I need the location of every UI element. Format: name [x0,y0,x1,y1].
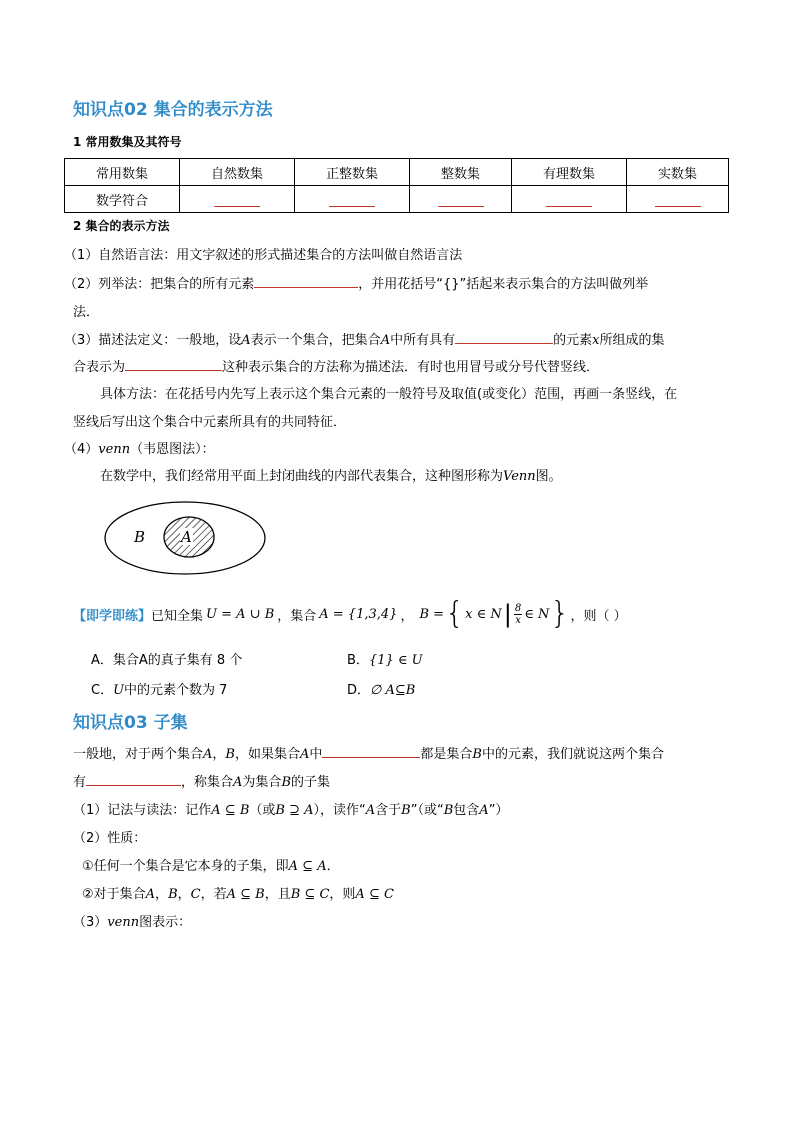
answer-blank [214,193,260,207]
text-span: 中 [309,747,323,762]
fraction [514,603,522,626]
option-label: C． [91,683,114,698]
subheading-representation: 2 集合的表示方法 [73,219,170,233]
text-span: 表示一个集合，把集合 [250,333,381,348]
math-expression: A ⊆ B [211,803,250,818]
answer-blank [655,193,701,207]
answer-blank [438,193,484,207]
text-span: B [401,803,411,818]
answer-blank-cell [410,186,512,213]
text-span: 所组成的集 [599,333,665,348]
text-span: ②对于集合 [82,887,146,902]
table-header-cell: 自然数集 [180,159,295,186]
text-span: A [479,803,489,818]
text-span: ， [177,887,191,902]
text-span: B [281,775,291,790]
text-span: 都是集合 [420,747,473,762]
math-expression: ∅ A⊆B [370,683,416,698]
text-span: （3） [73,915,108,930]
text-span: 为集合 [242,775,282,790]
fraction-denominator: x [515,614,521,626]
text-span: ，集合 [277,608,317,624]
paragraph-method: 具体方法：在花括号内先写上表示这个集合元素的一般符号及取值(或变化）范围，再画一条竖线，在 [100,387,678,402]
option-label: B． [347,653,369,668]
text-span: 有 [73,775,87,790]
text-span: 在数学中，我们经常用平面上封闭曲线的内部代表集合，这种图形称为 [100,469,504,484]
answer-blank [455,330,553,344]
paragraph-venn-title [64,438,215,457]
text-span: ． [326,859,340,874]
paragraph-venn-representation [73,911,191,930]
text-span: A [233,775,243,790]
text-span: 这种表示集合的方法称为描述法．有时也用冒号或分号代替竖线． [222,360,600,375]
text-span: 的子集 [291,775,331,790]
math-expression: A ⊆ A [288,859,327,874]
text-span: （3）描述法定义：一般地，设 [64,333,242,348]
text-span: 的元素 [553,333,593,348]
table-row-label: 数学符合 [65,186,180,213]
exercise-tag: 【即学即练】 [73,608,152,624]
number-sets-table [64,158,729,213]
text-span: B [225,747,235,762]
table-header-cell: 常用数集 [65,159,180,186]
text-span: 含于 [375,803,402,818]
answer-blank [322,744,420,758]
venn-outer-label: B [134,528,146,546]
text-span: （4） [64,442,99,457]
math-expression: U [113,683,125,698]
property-2 [82,883,394,902]
subheading-number-sets: 1 常用数集及其符号 [73,135,182,149]
text-span: 图。 [535,469,562,484]
text-span: B [472,747,482,762]
math-expression: A ⊆ C [355,887,394,902]
text-span: （韦恩图法）： [130,442,215,457]
option-d [347,679,415,698]
fraction-numerator: 8 [514,602,522,614]
text-span: （2）列举法：把集合的所有元素 [64,277,255,292]
answer-blank-cell [180,186,295,213]
paragraph-description-cont [73,356,599,375]
paragraph-method-cont: 竖线后写出这个集合中元素所具有的共同特征． [73,415,347,430]
answer-blank [86,772,181,786]
text-span: ，则 [329,887,356,902]
answer-blank [125,357,222,371]
answer-blank-cell [512,186,627,213]
text-span: Venn [503,469,536,484]
table-header-cell: 整数集 [410,159,512,186]
text-span: ，如果集合 [234,747,300,762]
text-span: ， [400,608,414,624]
paragraph-subset-def-cont [73,771,330,790]
text-span: A [145,887,156,902]
text-span: 中的元素个数为 7 [124,683,228,698]
paragraph-properties: （2）性质： [73,831,147,846]
math-expression: B = [419,606,445,622]
text-span: 图表示： [139,915,192,930]
math-expression: A = {1,3,4} [319,606,398,622]
text-span: 一般地，对于两个集合 [73,747,204,762]
text-span: （1）记法与读法：记作 [73,803,212,818]
section-heading-03: 知识点03 子集 [73,713,188,733]
text-span: venn [107,915,140,930]
text-span: ， [212,747,226,762]
section-heading-02: 知识点02 集合的表示方法 [73,100,273,120]
table-row [65,159,729,186]
paragraph-notation [73,799,508,818]
text-span: 中所有具有 [390,333,456,348]
table-row [65,186,729,213]
text-span: C [190,887,201,902]
answer-blank [254,274,358,288]
venn-diagram [100,500,270,580]
text-span: B [443,803,454,818]
table-header-cell: 有理数集 [512,159,627,186]
text-span: ”） [488,803,509,818]
table-header-cell: 正整数集 [295,159,410,186]
text-span: ”（或“ [410,803,444,818]
math-expression: ∈ N [524,606,550,622]
math-expression: B ⊆ C [290,887,330,902]
answer-blank-cell [295,186,410,213]
table-header-cell: 实数集 [627,159,729,186]
math-expression: U = A ∪ B [206,606,275,622]
exercise-question: 【即学即练】 已知全集 U = A ∪ B ，集合 A = {1,3,4} ， B = { x ∈ N | $\frac{8}{x}$ ∈ N } ，则（ ） [73,596,627,631]
math-expression: x ∈ N [465,606,502,622]
text-span: ，称集合 [181,775,234,790]
option-b [347,649,423,668]
paragraph-venn-desc [100,465,562,484]
text-span: B [168,887,178,902]
text-span: A [300,747,310,762]
answer-blank [329,193,375,207]
paragraph-subset-def [73,743,664,762]
option-c [91,679,227,698]
text-span: 包含 [453,803,480,818]
text-span: 合表示为 [73,360,126,375]
text-span: ，若 [200,887,227,902]
math-expression: B ⊇ A [275,803,314,818]
text-span: （或 [249,803,276,818]
paragraph-description: （3）描述法定义：一般地，设A表示一个集合，把集合A中所有具有 的元素x所组成的集 [64,329,664,348]
paragraph-enumeration-cont: 法． [73,305,100,320]
text-span: ，且 [264,887,291,902]
text-span: A [365,803,376,818]
text-span: ，并用花括号“{}”括起来表示集合的方法叫做列举 [358,277,649,292]
text-span: 已知全集 [151,608,204,624]
text-span: 中的元素，我们就说这两个集合 [481,747,664,762]
option-a: A．集合A的真子集有 8 个 [91,653,243,668]
text-span: ， [155,887,169,902]
paragraph-enumeration [64,273,648,292]
math-expression: {1} ∈ U [368,653,423,668]
answer-blank-cell [627,186,729,213]
venn-inner-label: A [181,528,192,546]
text-span: ），读作“ [313,803,366,818]
answer-blank [546,193,592,207]
property-1 [82,855,340,874]
option-label: D． [347,683,371,698]
paragraph-natural-language: （1）自然语言法：用文字叙述的形式描述集合的方法叫做自然语言法 [64,248,463,263]
math-expression: A ⊆ B [226,887,265,902]
text-span: ，则（ ） [570,608,627,624]
text-span: ①任何一个集合是它本身的子集，即 [82,859,289,874]
text-span: A [203,747,213,762]
text-span: venn [98,442,131,457]
